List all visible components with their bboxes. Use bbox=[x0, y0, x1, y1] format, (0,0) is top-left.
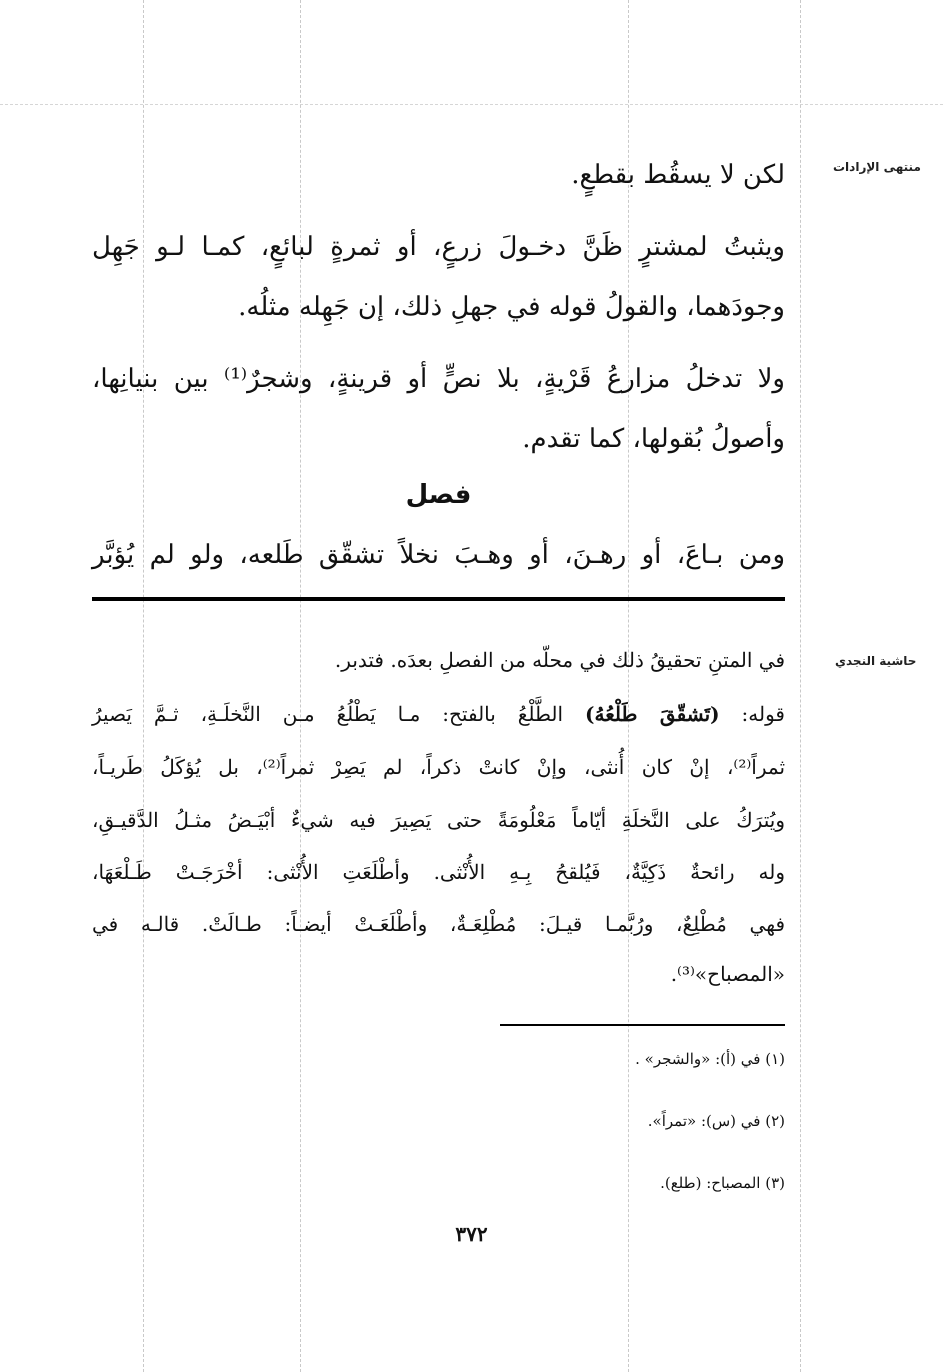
hashiya-line: «المصباح»⁽³⁾. bbox=[670, 962, 785, 986]
matn-line: وجودَهما، والقولُ قوله في جهلِ ذلك، إن جَهِله مثلُه. bbox=[238, 292, 785, 322]
hashiya-lemma: (تَشقّقَ طَلْعُهُ) bbox=[585, 702, 720, 726]
hashiya-suffix: الطَّلْعُ بالفتح: مـا يَطْلُعُ مـن النَّخلَـةِ، ثـمَّ يَصيرُ bbox=[92, 702, 586, 726]
hashiya-side-label: حاشية النجدي bbox=[835, 654, 917, 668]
hashiya-prefix: قوله: bbox=[719, 702, 785, 726]
matn-line: لكن لا يسقُط بقطعٍ. bbox=[571, 160, 785, 190]
hashiya-line: وله رائحةٌ ذَكِيَّةٌ، فَيُلقحُ بِـهِ الأُنْثى. وأطْلَعَتِ الأُنْثى: أخْرَجَـتْ طَـلْعَهَا، bbox=[92, 860, 785, 884]
matn-line: ولا تدخلُ مزارعُ قَرْيةٍ، بلا نصٍّ أو قرينةٍ، وشجرٌ⁽¹⁾ بين بنيانِها، bbox=[92, 364, 785, 394]
footnote: (٢) في (س): «تمراً». bbox=[647, 1112, 785, 1130]
footnote: (٣) المصباح: (طلع). bbox=[660, 1174, 785, 1192]
page-number: ٣٧٢ bbox=[455, 1222, 488, 1246]
matn-line: ويثبتُ لمشترٍ ظَنَّ دخـولَ زرعٍ، أو ثمرةٍ لبائعٍ، كمـا لـو جَهِل bbox=[92, 232, 785, 262]
hashiya-line: في المتنِ تحقيقُ ذلك في محلّه من الفصلِ بعدَه. فتدبر. bbox=[334, 648, 785, 672]
matn-line: ومن بـاعَ، أو رهـنَ، أو وهـبَ نخلاً تشقّق طَلعه، ولو لم يُؤبَّر bbox=[92, 540, 786, 570]
section-heading: فصل bbox=[405, 480, 472, 510]
footnote: (١) في (أ): «والشجر» . bbox=[635, 1050, 785, 1068]
guide-line bbox=[800, 0, 801, 1372]
hashiya-line: ويُترَكُ على النَّخلَةِ أيّاماً مَعْلُومَةً حتى يَصِيرَ فيه شيءٌ أبْيَـضُ مثـلُ الدَّقيـقِ، bbox=[92, 808, 786, 832]
matn-line: وأصولُ بُقولها، كما تقدم. bbox=[522, 424, 785, 454]
matn-side-label: منتهى الإرادات bbox=[833, 160, 921, 174]
footnotes bbox=[92, 0, 785, 1210]
hashiya-line: ثمراً⁽²⁾، إنْ كان أُنثى، وإنْ كانتْ ذكراً، لم يَصِرْ ثمراً⁽²⁾، بل يُؤكَلُ طَريـاً، bbox=[92, 755, 786, 779]
hashiya-line: فهي مُطْلِعٌ، ورُبَّمـا قيـلَ: مُطْلِعَـةٌ، وأطْلَعَـتْ أيضـاً: طـالَتْ. قالـه في bbox=[92, 912, 785, 936]
